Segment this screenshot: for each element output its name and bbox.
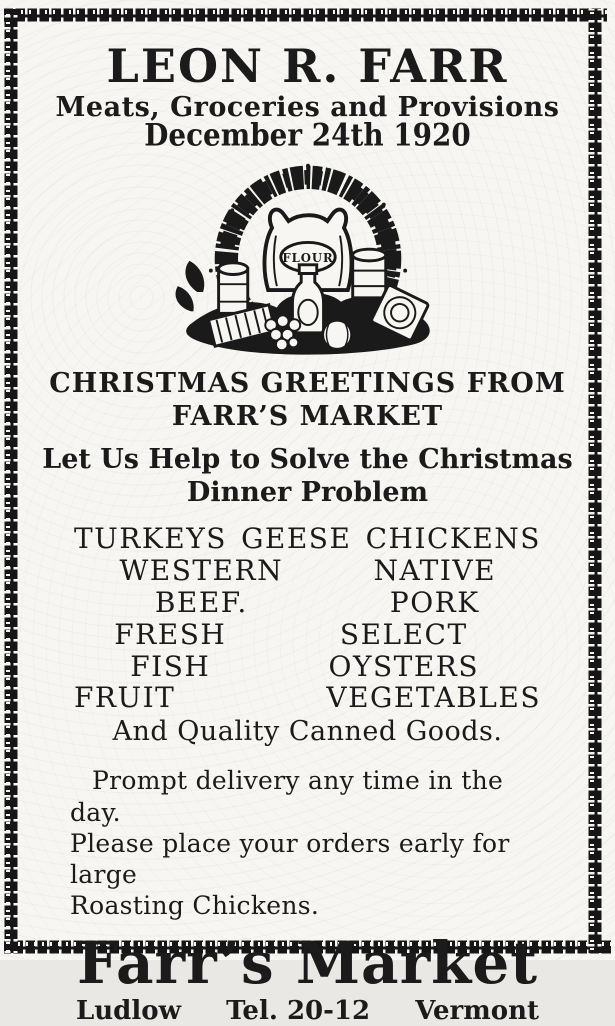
greeting-line-2: FARR’S MARKET bbox=[171, 401, 444, 433]
telephone: Tel. 20-12 bbox=[226, 996, 371, 1026]
greeting-heading bbox=[28, 368, 587, 434]
greeting-line-1: CHRISTMAS GREETINGS FROM bbox=[49, 368, 566, 400]
grocery-pile-illustration bbox=[162, 154, 454, 360]
product-row bbox=[74, 619, 541, 683]
border-top bbox=[4, 12, 607, 16]
flour-label: FLOUR bbox=[281, 251, 334, 266]
market-name: Farr’s Market bbox=[76, 928, 539, 997]
canned-good-right bbox=[352, 249, 385, 298]
town: Ludlow bbox=[76, 996, 181, 1026]
delivery-line-1: Prompt delivery any time in the day. bbox=[70, 766, 504, 827]
business-tagline: Meats, Groceries and Provisions bbox=[55, 92, 560, 124]
product-item: NATIVE PORK bbox=[373, 553, 497, 619]
pitch-heading bbox=[28, 444, 587, 509]
pitch-line-1: Let Us Help to Solve the Christmas bbox=[42, 444, 573, 476]
date-stamp: December 24th 1920 bbox=[144, 117, 471, 154]
product-list bbox=[74, 523, 541, 714]
address-row bbox=[76, 996, 539, 1026]
border-left bbox=[8, 9, 12, 953]
delivery-note bbox=[70, 765, 545, 921]
state: Vermont bbox=[415, 996, 539, 1026]
product-row bbox=[74, 555, 541, 619]
delivery-line-2: Please place your orders early for large bbox=[70, 828, 510, 890]
ad-content bbox=[28, 24, 587, 1026]
product-item: CHICKENS bbox=[365, 521, 541, 555]
product-item: TURKEYS bbox=[74, 521, 227, 555]
product-row bbox=[74, 523, 541, 555]
products-footer: And Quality Canned Goods. bbox=[112, 716, 503, 748]
product-item: WESTERN BEEF. bbox=[119, 553, 284, 619]
product-item: VEGETABLES bbox=[326, 681, 541, 715]
pitch-line-2: Dinner Problem bbox=[186, 476, 429, 508]
product-item: FRESH FISH bbox=[114, 617, 227, 683]
product-row bbox=[74, 682, 541, 714]
product-item: SELECT OYSTERS bbox=[328, 617, 480, 683]
round-fruit bbox=[322, 320, 351, 349]
border-right bbox=[592, 9, 596, 953]
canned-good-left bbox=[218, 263, 247, 314]
product-item: GEESE bbox=[241, 521, 352, 555]
business-name: LEON R. FARR bbox=[106, 39, 509, 93]
product-item: FRUIT bbox=[74, 681, 176, 715]
delivery-line-3: Roasting Chickens. bbox=[70, 891, 320, 921]
leaves bbox=[175, 261, 204, 312]
